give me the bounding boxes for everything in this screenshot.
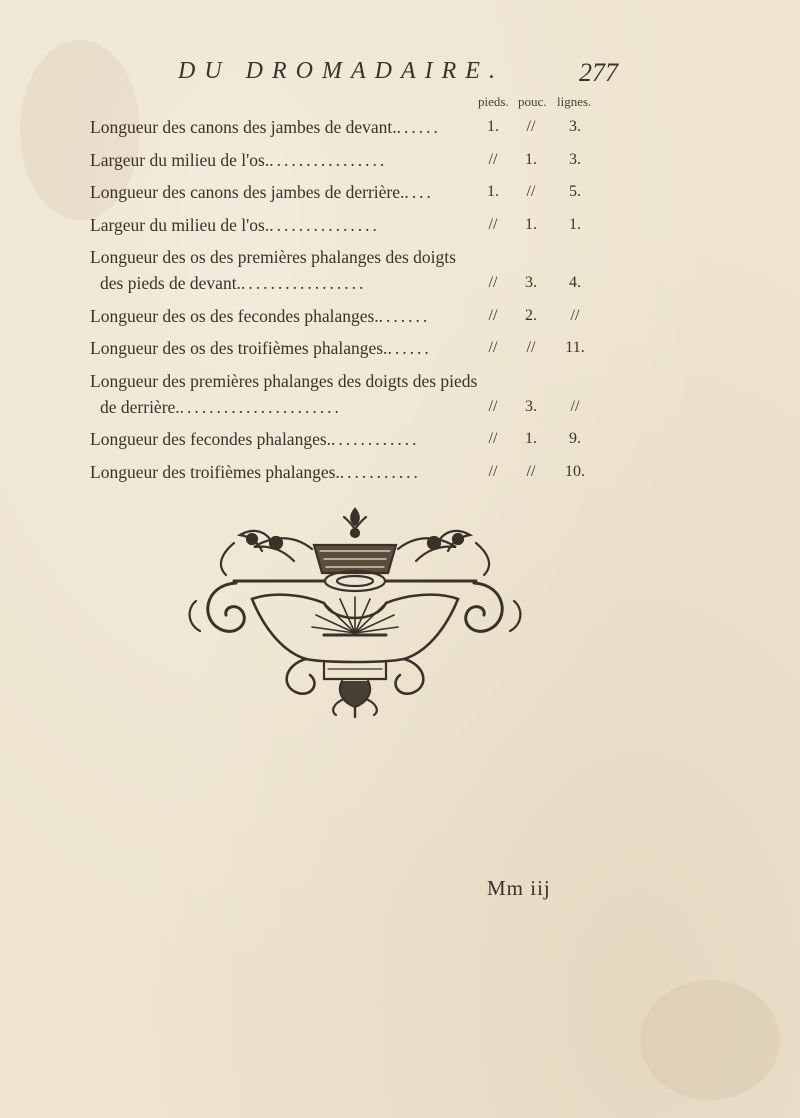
table-row bbox=[90, 368, 610, 420]
measurement-table bbox=[90, 114, 610, 491]
running-title: DU DROMADAIRE. bbox=[178, 58, 504, 84]
page-number: 277 bbox=[579, 58, 618, 87]
table-row bbox=[90, 303, 610, 329]
row-label: Longueur des premières phalanges des doigts des pieds de derrière....................... bbox=[90, 370, 478, 417]
table-row bbox=[90, 114, 610, 140]
column-header-pieds: pieds. bbox=[478, 94, 509, 109]
row-label: Longueur des os des premières phalanges des doigts des pieds de devant.................. bbox=[90, 247, 456, 293]
table-row bbox=[90, 426, 610, 452]
row-label: Longueur des os des fecondes phalanges........ bbox=[90, 305, 431, 326]
table-row bbox=[90, 335, 610, 361]
row-values: // // 10. bbox=[488, 462, 585, 480]
row-label: Largeur du milieu de l'os................. bbox=[90, 149, 388, 170]
table-row bbox=[90, 459, 610, 485]
row-values: // 1. 3. bbox=[488, 150, 581, 168]
table-row bbox=[90, 212, 610, 238]
row-values: // 1. 1. bbox=[488, 215, 581, 233]
row-values: // 3. 4. bbox=[488, 274, 581, 291]
vignette-ornament bbox=[174, 503, 536, 719]
signature-mark: Mm iij bbox=[487, 876, 551, 900]
row-label: Longueur des fecondes phalanges............. bbox=[90, 429, 420, 449]
row-values: 1. // 3. bbox=[487, 118, 581, 135]
table-row bbox=[90, 147, 610, 173]
table-row bbox=[90, 179, 610, 205]
row-label: Largeur du milieu de l'os................ bbox=[90, 214, 380, 235]
row-values: 1. // 5. bbox=[487, 183, 581, 200]
row-values: // 3. // bbox=[488, 397, 580, 415]
column-header-lignes: lignes. bbox=[557, 94, 592, 109]
row-label: Longueur des troifièmes phalanges............ bbox=[90, 461, 421, 482]
running-head bbox=[178, 58, 618, 98]
row-label: Longueur des canons des jambes de derrière..... bbox=[90, 182, 434, 202]
table-row bbox=[90, 244, 610, 296]
row-label: Longueur des canons des jambes de devant....... bbox=[90, 117, 441, 137]
row-values: // // 11. bbox=[488, 339, 585, 356]
row-values: // 2. // bbox=[488, 306, 580, 324]
paper-stain bbox=[640, 980, 780, 1100]
row-values: // 1. 9. bbox=[488, 430, 581, 447]
row-label: Longueur des os des troifièmes phalanges....... bbox=[90, 338, 432, 358]
column-header-pouces: pouc. bbox=[518, 94, 547, 109]
column-headers bbox=[478, 94, 598, 114]
